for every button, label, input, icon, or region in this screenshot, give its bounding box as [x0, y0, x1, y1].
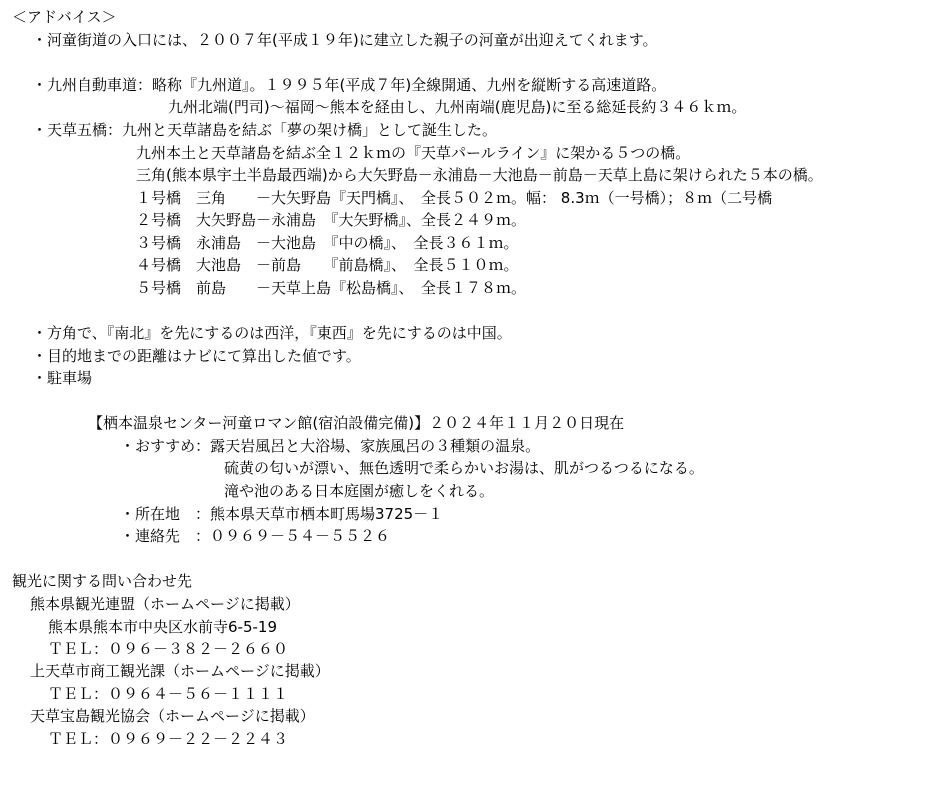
- org1-tel: ＴＥＬ：０９６－３８２－２６６０: [48, 640, 289, 658]
- onsen-recommend: ・おすすめ：露天岩風呂と大浴場、家族風呂の３種類の温泉。: [120, 437, 541, 455]
- distance-note: ・目的地までの距離はナビにて算出した値です。: [32, 347, 361, 365]
- bridge-item: ４号橋 大池島 －前島 『前島橋』、 全長５１０ｍ。: [136, 256, 519, 274]
- direction-note: ・方角で、『南北』を先にするのは西洋，『東西』を先にするのは中国。: [32, 324, 512, 342]
- onsen-recommend-detail: 滝や池のある日本庭園が癒しをくれる。: [224, 482, 495, 500]
- onsen-address: ・所在地 ：熊本県天草市栖本町馬場3725－１: [120, 505, 444, 523]
- amakusa-note: ・天草五橋：九州と天草諸島を結ぶ「夢の架け橋」として誕生した。: [32, 121, 498, 139]
- org2-tel: ＴＥＬ：０９６４－５６－１１１１: [48, 685, 289, 703]
- org1-address: 熊本県熊本市中央区水前寺6-5-19: [48, 618, 278, 636]
- org1-name: 熊本県観光連盟（ホームページに掲載）: [30, 595, 300, 613]
- bridge-item: １号橋 三角 －大矢野島『天門橋』、 全長５０２ｍ。幅： 8.3ｍ（一号橋）；８ｍ（二号橋: [136, 189, 773, 207]
- inquiries-heading: 観光に関する問い合わせ先: [12, 572, 193, 590]
- onsen-recommend-detail: 硫黄の匂いが漂い、無色透明で柔らかいお湯は、肌がつるつるになる。: [224, 459, 704, 477]
- kappa-note: ・河童街道の入口には、２００７年(平成１９年)に建立した親子の河童が出迎えてくれます。: [32, 31, 658, 49]
- advice-heading: ＜アドバイス＞: [12, 8, 117, 26]
- onsen-title: 【栖本温泉センター河童ロマン館(宿泊設備完備)】２０２４年１１月２０日現在: [88, 414, 625, 432]
- bridge-item: ５号橋 前島 －天草上島『松島橋』、 全長１７８ｍ。: [136, 279, 527, 297]
- parking-note: ・駐車場: [32, 369, 93, 387]
- org2-name: 上天草市商工観光課（ホームページに掲載）: [30, 662, 330, 680]
- org3-tel: ＴＥＬ：０９６９－２２－２２４３: [48, 730, 289, 748]
- amakusa-detail-1: 九州本土と天草諸島を結ぶ全１２ｋｍの『天草パールライン』に架かる５つの橋。: [136, 144, 691, 162]
- onsen-contact: ・連絡先 ：０９６９－５４－５５２６: [120, 527, 391, 545]
- amakusa-detail-2: 三角(熊本県宇土半島最西端)から大矢野島－永浦島－大池島－前島－天草上島に架けられた５本の橋。: [136, 166, 823, 184]
- expressway-note: ・九州自動車道：略称『九州道』。１９９５年(平成７年)全線開通、九州を縦断する高速道路。: [32, 76, 667, 94]
- bridge-item: ２号橋 大矢野島－永浦島 『大矢野橋』、全長２４９ｍ。: [136, 211, 527, 229]
- bridge-item: ３号橋 永浦島 －大池島 『中の橋』、 全長３６１ｍ。: [136, 234, 519, 252]
- expressway-detail: 九州北端(門司)～福岡～熊本を経由し、九州南端(鹿児島)に至る総延長約３４６ｋｍ。: [168, 98, 747, 116]
- org3-name: 天草宝島観光協会（ホームページに掲載）: [30, 707, 315, 725]
